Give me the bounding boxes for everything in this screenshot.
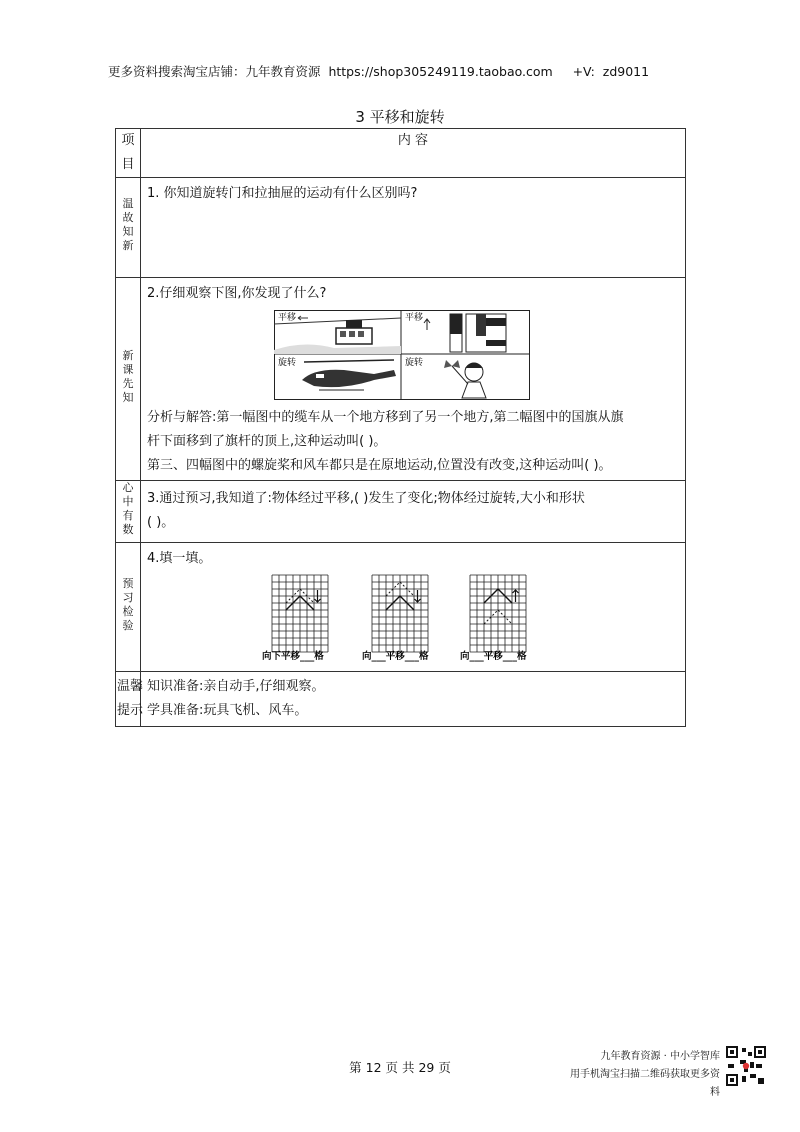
page-title: 3 平移和旋转: [355, 108, 445, 126]
table-row-review: [116, 178, 686, 278]
footer-brand: [568, 1048, 720, 1102]
grid-exercise-1: [262, 575, 328, 662]
grid-exercise-3: [460, 575, 527, 662]
fig-label-translate-1: 平移: [278, 313, 297, 323]
fig-label-translate-2: 平移: [405, 313, 424, 323]
question-2: 2.仔细观察下图,你发现了什么?: [147, 286, 327, 301]
table-row-summary: [116, 481, 686, 543]
question-1: 1. 你知道旋转门和拉抽屉的运动有什么区别吗?: [147, 186, 418, 201]
brand-line-1: 九年教育资源 · 中小学智库: [600, 1051, 720, 1062]
grid-exercises-svg: [262, 571, 682, 671]
tip-knowledge: 知识准备:亲自动手,仔细观察。: [147, 679, 325, 694]
analysis-line-2: 杆下面移到了旗杆的顶上,这种运动叫( )。: [147, 434, 387, 449]
lesson-table: [115, 128, 686, 727]
table-row-check: [116, 543, 686, 672]
question-4: 4.填一填。: [147, 551, 212, 566]
fig-label-rotate-1: 旋转: [278, 358, 297, 368]
row-label-summary: 心中有数: [116, 481, 141, 543]
col-header-item: 项目: [116, 129, 141, 178]
grid-caption-1: 向下平移___格: [262, 651, 324, 662]
row-label-review: 温故知新: [116, 178, 141, 278]
table-row-tips: [116, 672, 686, 727]
grid-caption-3: 向___平移___格: [460, 651, 527, 662]
row-label-tips: 温馨提示: [116, 672, 141, 727]
col-header-content: 内 容: [141, 129, 686, 178]
analysis-line-3: 第三、四幅图中的螺旋桨和风车都只是在原地运动,位置没有改变,这种运动叫( )。: [147, 458, 612, 473]
motion-figure-svg: [274, 310, 530, 400]
brand-line-2: 用手机淘宝扫描二维码获取更多资料: [570, 1069, 720, 1098]
qr-code-icon: [726, 1046, 766, 1086]
row-label-preview: 新课先知: [116, 278, 141, 481]
question-3-line-1: 3.通过预习,我知道了:物体经过平移,( )发生了变化;物体经过旋转,大小和形状: [147, 491, 585, 506]
grid-exercise-2: [362, 575, 429, 662]
table-header-row: [116, 129, 686, 178]
grid-caption-2: 向___平移___格: [362, 651, 429, 662]
motion-figure: [274, 310, 679, 400]
page-number: 第 12 页 共 29 页: [349, 1060, 451, 1075]
table-row-preview: [116, 278, 686, 481]
question-3-line-2: ( )。: [147, 515, 175, 530]
analysis-line-1: 分析与解答:第一幅图中的缆车从一个地方移到了另一个地方,第二幅图中的国旗从旗: [147, 410, 624, 425]
fig-label-rotate-2: 旋转: [405, 358, 424, 368]
tip-tools: 学具准备:玩具飞机、风车。: [147, 703, 308, 718]
row-label-check: 预习检验: [116, 543, 141, 672]
grid-exercises: [147, 571, 679, 671]
page-header: 更多资料搜索淘宝店铺：九年教育资源 https://shop305249119.taobao.com +V: zd9011: [108, 64, 650, 79]
